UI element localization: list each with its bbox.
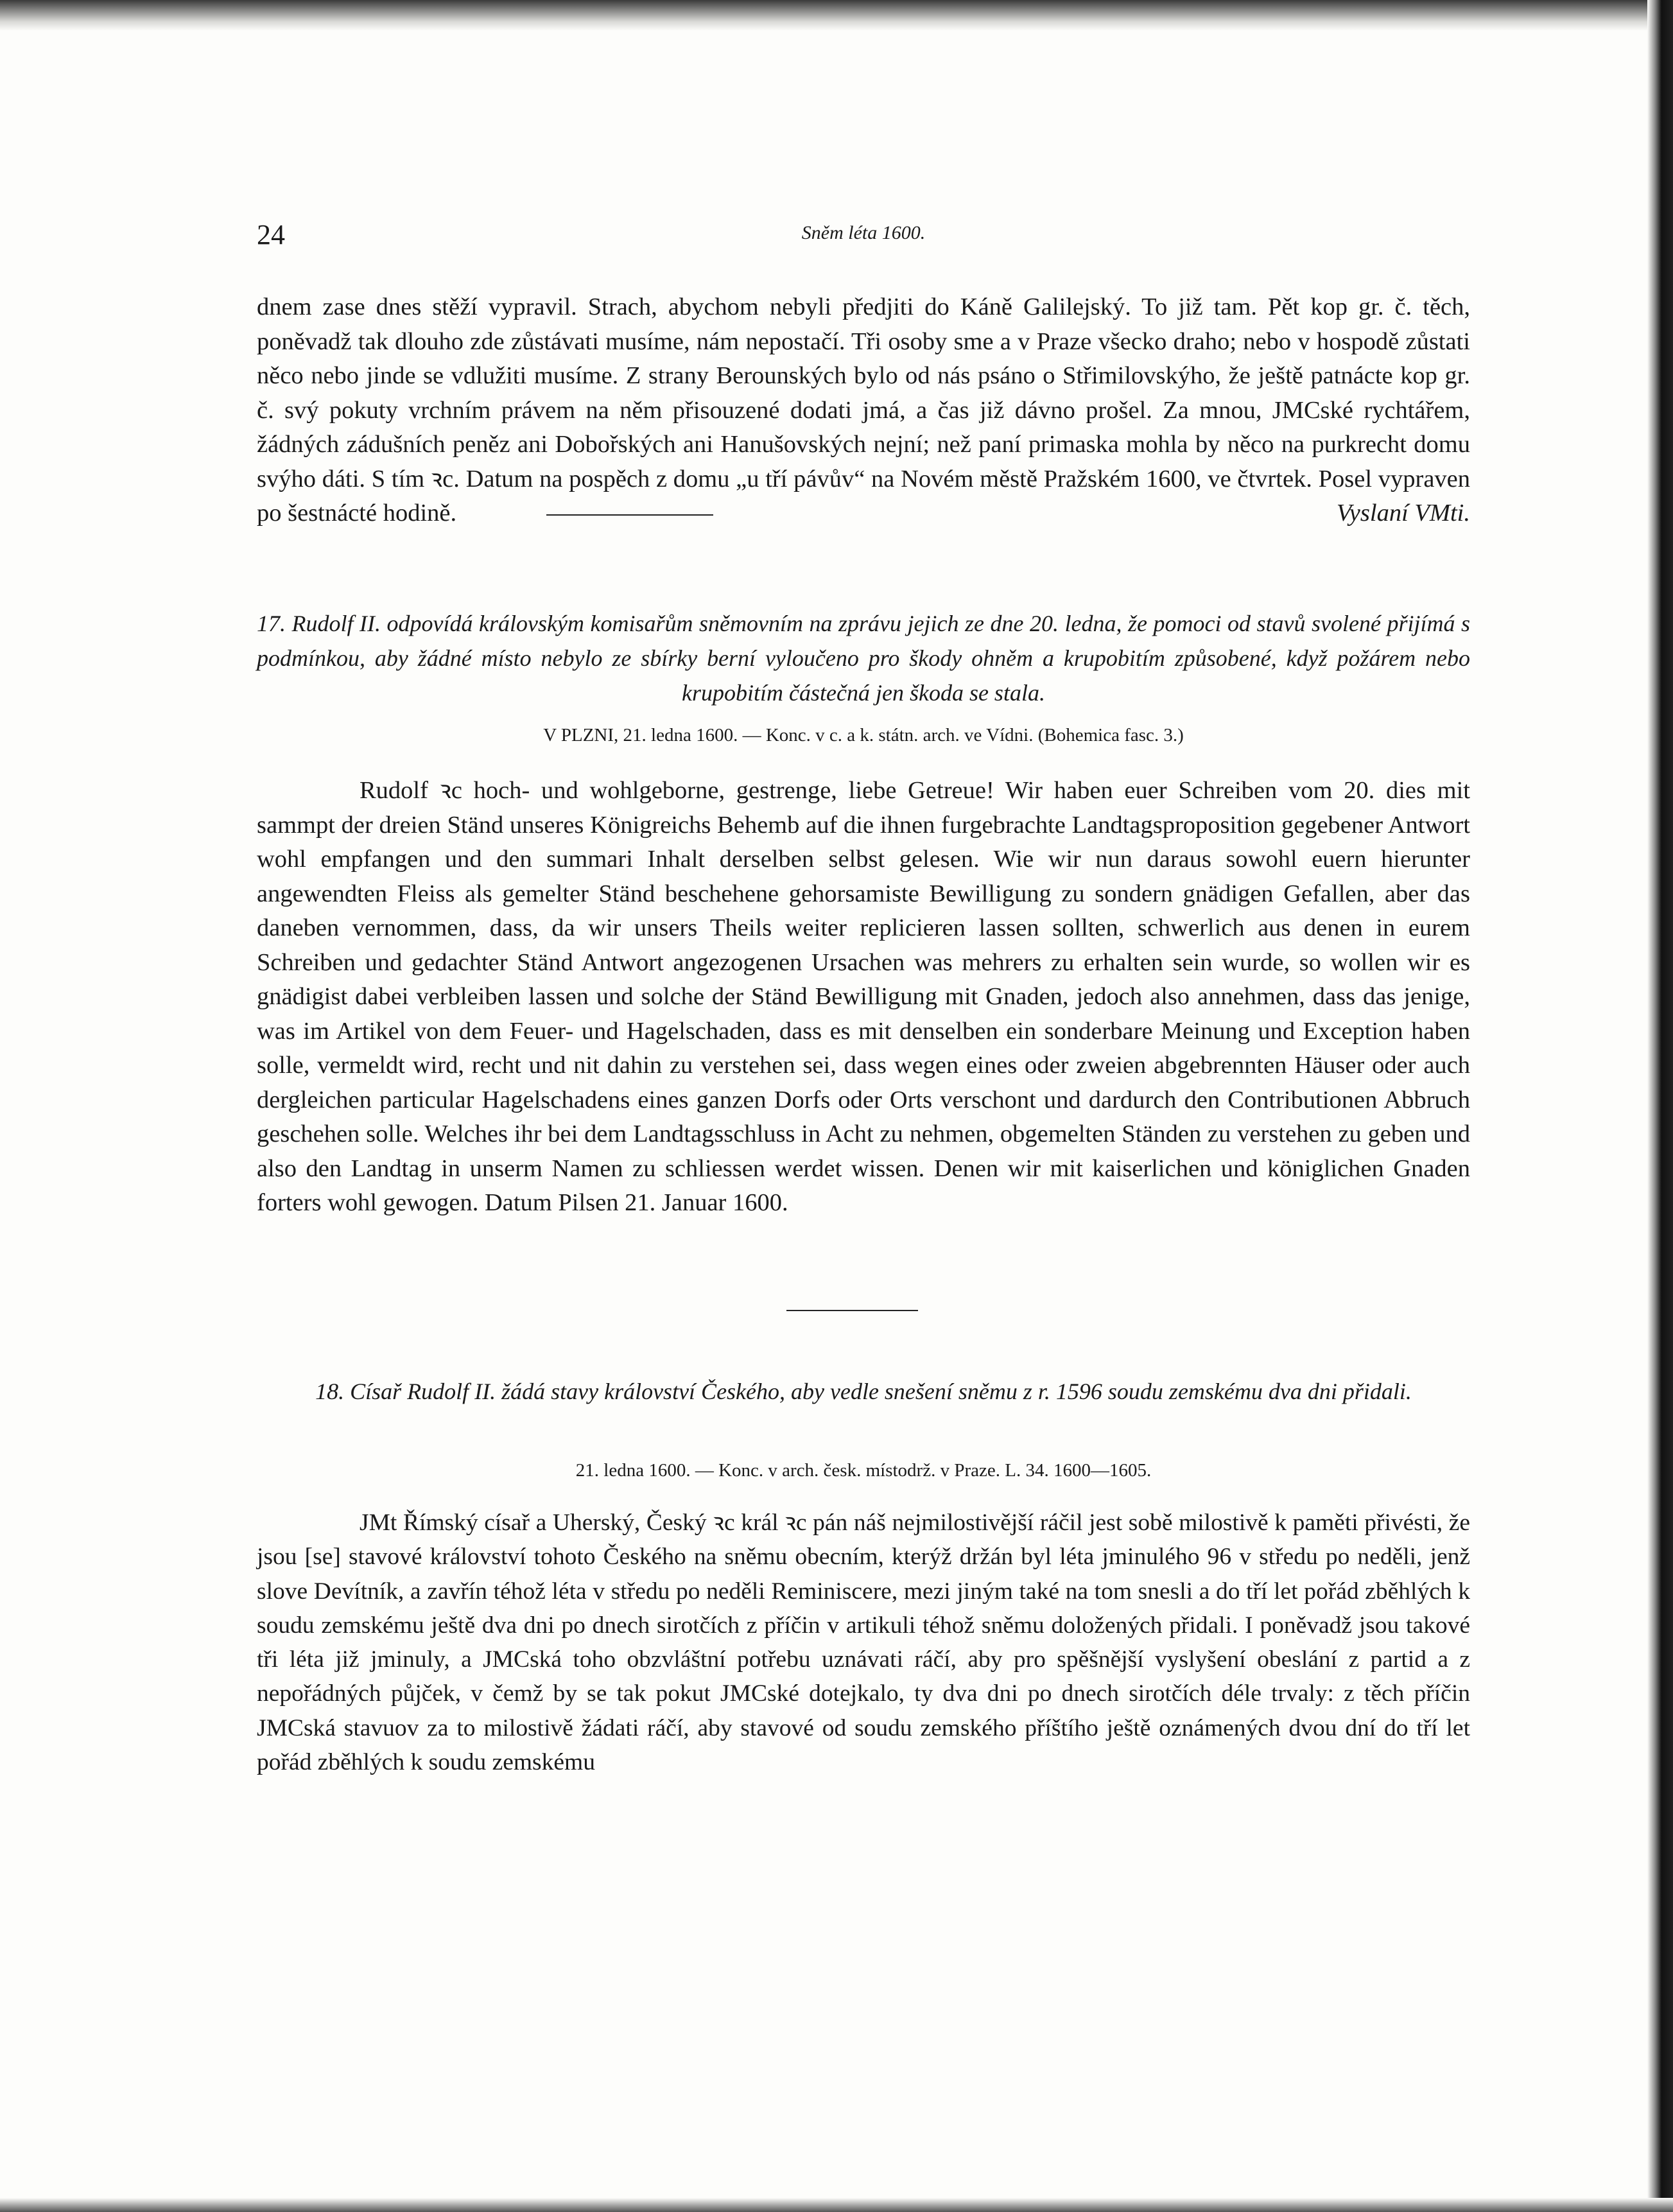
inline-rule [546,514,713,516]
document-17-source: V PLZNI, 21. ledna 1600. — Konc. v c. a k. státn. arch. ve Vídni. (Bohemica fasc. 3.) [543,725,1184,745]
paragraph-text: dnem zase dnes stěží vypravil. Strach, abychom nebyli předjiti do Káně Galilejský. To již tam. Pět kop gr. č. těch, poněvadž tak dlouho zde zůstávati musíme, nám nepostačí. Tři osoby sme a v Praze všecko draho; nebo v hospodě zůstati něco nebo jinde se vdlužiti musíme. Z strany Berounských bylo od nás psáno o Střimilovskýho, že ještě patnácte kop gr. č. svý pokuty vrchním právem na něm přisouzené dodati jmá, a čas již dávno prošel. Za mnou, JMCské rychtářem, žádných zádušních peněz ani Dobořských ani Hanušovských nejní; než paní primaska mohla by něco na purkrecht domu svýho dáti. S tím ꝛc. Datum na pospěch z domu „u tří pávův“ na Novém městě Pražském 1600, ve čtvrtek. Posel vypraven po šestnácté hodině. [257,293,1470,527]
signature: Vyslaní VMti. [1336,500,1470,527]
document-18-source: 21. ledna 1600. — Konc. v arch. česk. místodrž. v Praze. L. 34. 1600—1605. [575,1460,1152,1481]
page-header [257,218,1470,257]
scan-border-right [1647,0,1673,2212]
section-divider [786,1310,918,1311]
document-17-heading: 17. Rudolf II. odpovídá královským komisařům sněmovním na zprávu jejich ze dne 20. ledna, že pomoci od stavů svolené přijímá s podmínkou, aby žádné místo nebylo ze sbírky berní vyloučeno pro škody ohněm a krupobitím způsobené, když požárem nebo krupobitím částečná jen škoda se stala. [257,611,1470,706]
document-17-body: Rudolf ꝛc hoch- und wohlgeborne, gestrenge, liebe Getreue! Wir haben euer Schreiben vom 20. dies mit sammpt der dreien Ständ unseres Königreichs Behemb auf die ihnen furgebrachte Landtagsproposition gegebener Antwort wohl empfangen und den summari Inhalt derselben selbst gelesen. Wie wir nun daraus sowohl euern hierunter angewendten Fleiss als gemelter Ständ beschehene gehorsamiste Bewilligung zu sondern gnädigen Gefallen, aber das daneben vernommen, dass, da wir unsers Theils weiter replicieren lassen sollten, schwerlich aus denen in eurem Schreiben und gedachter Ständ Antwort angezogenen Ursachen was mehrers zu erhalten sein wurde, so wollen wir es gnädigist dabei verbleiben lassen und solche der Ständ Bewilligung mit Gnaden, jedoch also annehmen, dass das jenige, was im Artikel von dem Feuer- und Hagelschaden, dass es mit denselben ein sonderbare Meinung und Exception haben solle, vermeldt wird, recht und nit dahin zu verstehen sei, dass wegen eines oder zweien abgebrennten Häuser oder auch dergleichen particular Hagelschadens eines ganzen Dorfs oder Orts verschont und dardurch den Contributionen Abbruch geschehen solle. Welches ihr bei dem Landtagsschluss in Acht zu nehmen, obgemelten Ständen zu verstehen zu geben und also den Landtag in unserm Namen zu schliessen werdet wissen. Denen wir mit kaiserlichen und königlichen Gnaden forters wohl gewogen. Datum Pilsen 21. Januar 1600. [257,777,1470,1216]
document-18-body: JMt Římský císař a Uherský, Český ꝛc král ꝛc pán náš nejmilostivější ráčil jest sobě milostivě k paměti přivésti, že jsou [se] stavové království tohoto Českého na sněmu obecním, kterýž držán byl léta jminulého 96 v středu po neděli, jenž slove Devítník, a zavřín téhož léta v středu po neděli Reminiscere, mezi jiným také na tom snesli a do tří let pořád zběhlých k soudu zemskému ještě dva dni po dnech sirotčích z příčin v artikuli téhož sněmu doložených přidali. I poněvadž jsou takové tři léta již jminuly, a JMCská toho obzvláštní potřebu uznávati ráčí, aby pro spěšnější vyslyšení obeslání z partid a z nepořádných půjček, v čemž by se tak pokut JMCské dotejkalo, ty dva dni po dnech sirotčích déle trvaly: z těch příčin JMCská stavuov za to milostivě žádati ráčí, aby stavové od soudu zemského příštího ještě oznámených dvou dní do tří let pořád zběhlých k soudu zemskému [257,1510,1470,1776]
page-number: 24 [257,219,285,250]
scan-border-top [0,0,1673,31]
document-18-heading: 18. Císař Rudolf II. žádá stavy království Českého, aby vedle snešení sněmu z r. 1596 soudu zemskému dva dni přidali. [315,1379,1412,1404]
scan-border-bottom [0,2198,1673,2212]
running-title: Sněm léta 1600. [801,222,926,243]
paragraph-continuation [257,290,1470,531]
